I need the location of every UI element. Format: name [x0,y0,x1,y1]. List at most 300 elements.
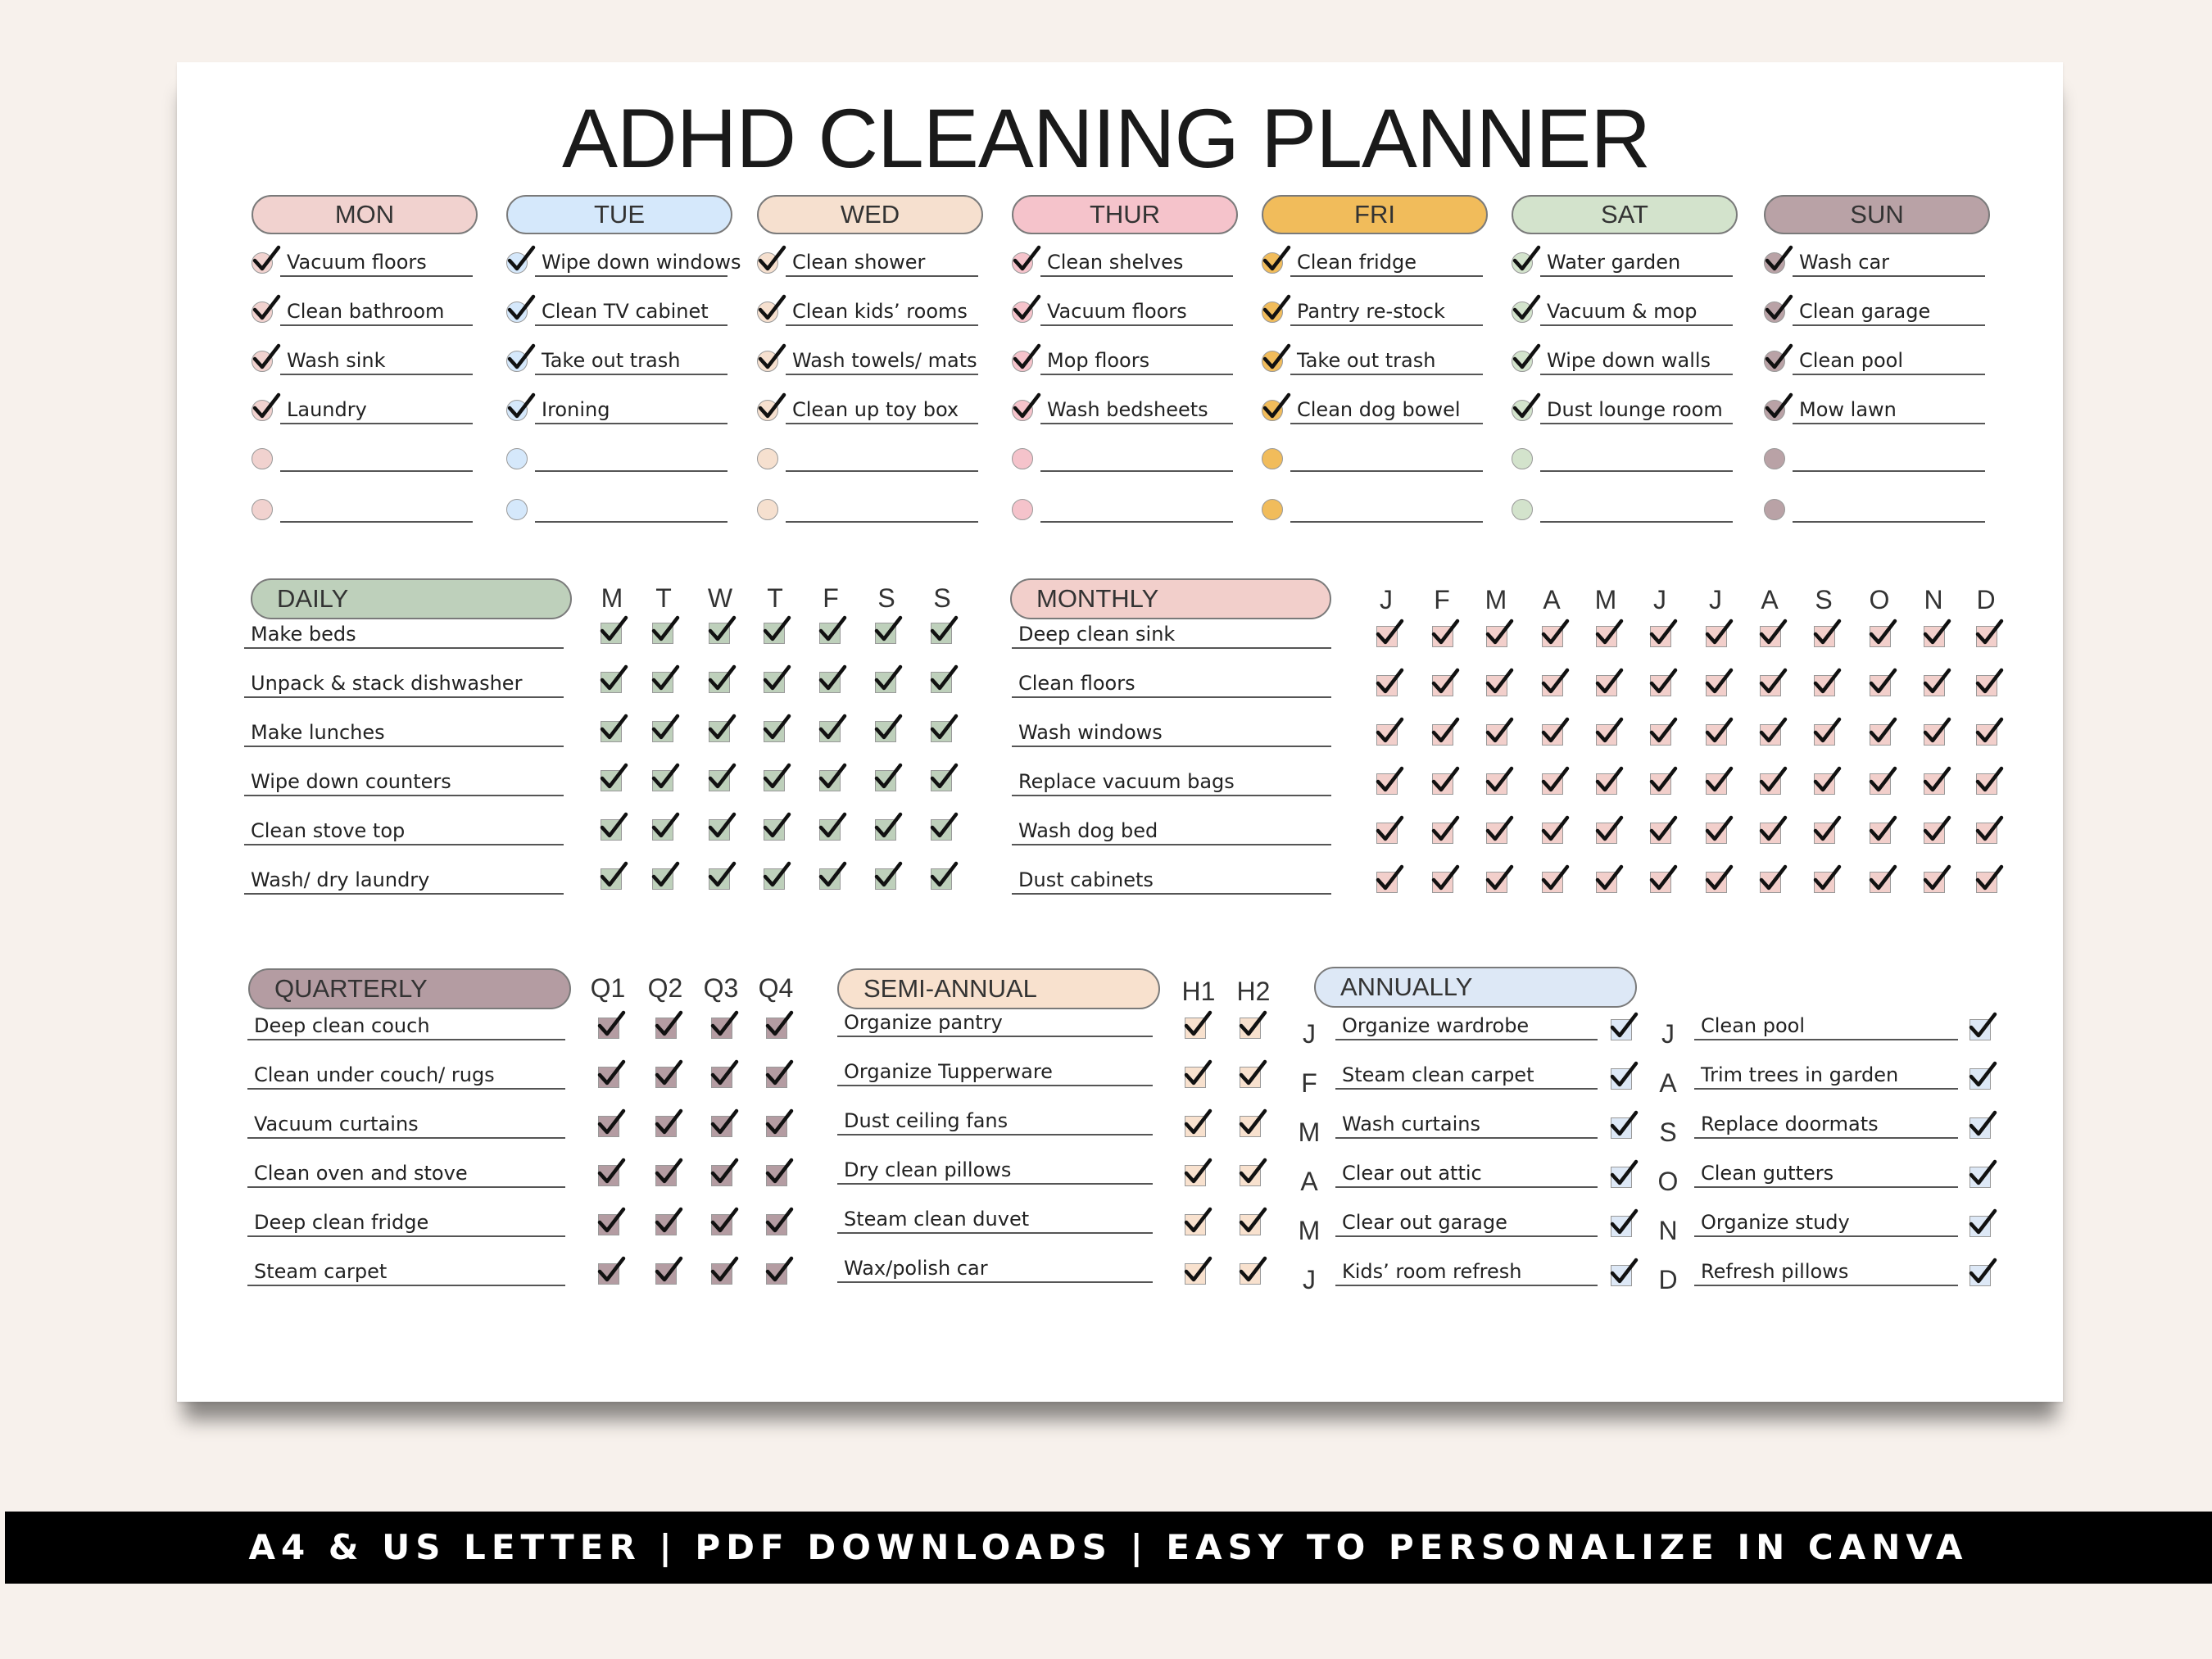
monthly-checkbox[interactable] [1542,675,1563,696]
empty-task-circle[interactable] [1012,499,1033,520]
daily-checkbox[interactable] [652,819,673,841]
task-checkbox[interactable] [757,252,778,274]
weekday-task: Vacuum floors [1047,300,1187,323]
monthly-checkbox[interactable] [1432,626,1453,647]
daily-checkbox[interactable] [709,721,730,742]
weekday-task: Laundry [287,398,367,421]
annual-month-label: D [1658,1265,1678,1294]
daily-checkbox[interactable] [652,770,673,791]
monthly-checkbox[interactable] [1542,626,1563,647]
quarterly-checkbox[interactable] [766,1165,787,1186]
monthly-checkbox[interactable] [1814,872,1835,893]
monthly-checkbox[interactable] [1924,626,1945,647]
monthly-checkbox[interactable] [1596,675,1617,696]
monthly-checkbox[interactable] [1870,773,1891,795]
monthly-col-label: J [1380,585,1393,614]
task-checkbox[interactable] [757,400,778,421]
quarterly-checkbox[interactable] [711,1116,732,1137]
quarterly-checkbox[interactable] [598,1018,619,1039]
daily-task: Wipe down counters [251,770,451,793]
empty-task-circle[interactable] [1012,448,1033,469]
monthly-checkbox[interactable] [1650,626,1671,647]
annual-checkbox[interactable] [1611,1019,1632,1040]
daily-checkbox[interactable] [601,721,622,742]
quarterly-checkbox[interactable] [766,1263,787,1285]
daily-checkbox[interactable] [819,721,841,742]
quarterly-checkbox[interactable] [598,1263,619,1285]
monthly-checkbox[interactable] [1760,823,1781,844]
quarterly-checkbox[interactable] [598,1214,619,1235]
quarterly-checkbox[interactable] [766,1116,787,1137]
task-underline [1540,324,1733,326]
daily-checkbox[interactable] [875,623,896,644]
monthly-checkbox[interactable] [1650,823,1671,844]
task-underline [1694,1186,1958,1188]
daily-checkbox[interactable] [652,721,673,742]
quarterly-task: Clean under couch/ rugs [254,1063,495,1086]
task-underline [247,1235,565,1237]
task-underline [1793,521,1985,523]
monthly-checkbox[interactable] [1706,626,1727,647]
task-checkbox[interactable] [1012,351,1033,372]
monthly-checkbox[interactable] [1760,626,1781,647]
task-checkbox[interactable] [1262,252,1283,274]
monthly-checkbox[interactable] [1542,823,1563,844]
weekday-task: Clean kids’ rooms [792,300,968,323]
quarterly-checkbox[interactable] [766,1067,787,1088]
annual-checkbox[interactable] [1969,1265,1991,1286]
daily-checkbox[interactable] [819,819,841,841]
task-underline [1694,1285,1958,1286]
task-underline [1793,470,1985,472]
quarterly-checkbox[interactable] [598,1116,619,1137]
task-checkbox[interactable] [252,351,273,372]
annual-month-label: N [1658,1216,1678,1245]
monthly-col-label: A [1761,585,1779,614]
empty-task-circle[interactable] [506,499,528,520]
daily-col-label: S [877,583,895,613]
task-underline [1793,423,1985,424]
monthly-checkbox[interactable] [1596,724,1617,746]
monthly-checkbox[interactable] [1650,675,1671,696]
annual-checkbox[interactable] [1969,1068,1991,1090]
daily-col-label: F [823,583,839,613]
monthly-checkbox[interactable] [1376,724,1398,746]
semi-annual-checkbox[interactable] [1240,1018,1261,1039]
task-checkbox[interactable] [1764,400,1785,421]
annual-task: Organize study [1701,1211,1850,1234]
semi-annual-checkbox[interactable] [1185,1165,1206,1186]
task-underline [244,893,564,895]
task-underline [1040,470,1233,472]
task-underline [244,844,564,845]
daily-checkbox[interactable] [601,672,622,693]
empty-task-circle[interactable] [506,448,528,469]
monthly-checkbox[interactable] [1870,724,1891,746]
monthly-checkbox[interactable] [1376,675,1398,696]
monthly-checkbox[interactable] [1924,872,1945,893]
monthly-checkbox[interactable] [1814,773,1835,795]
daily-checkbox[interactable] [601,770,622,791]
task-checkbox[interactable] [757,301,778,323]
daily-checkbox[interactable] [764,623,785,644]
monthly-checkbox[interactable] [1924,823,1945,844]
annual-task: Wash curtains [1342,1113,1481,1135]
task-underline [535,374,728,375]
daily-checkbox[interactable] [819,770,841,791]
monthly-checkbox[interactable] [1650,872,1671,893]
task-underline [280,275,473,277]
monthly-checkbox[interactable] [1760,724,1781,746]
daily-checkbox[interactable] [931,623,952,644]
task-checkbox[interactable] [1012,252,1033,274]
quarterly-checkbox[interactable] [711,1018,732,1039]
monthly-checkbox[interactable] [1924,675,1945,696]
monthly-checkbox[interactable] [1760,872,1781,893]
monthly-checkbox[interactable] [1650,724,1671,746]
task-checkbox[interactable] [506,252,528,274]
daily-checkbox[interactable] [875,672,896,693]
footer-banner: A4 & US LETTER | PDF DOWNLOADS | EASY TO PERSONALIZE IN CANVA [5,1512,2212,1584]
task-underline [280,521,473,523]
task-checkbox[interactable] [1262,351,1283,372]
annual-task: Clean gutters [1701,1162,1834,1185]
quarterly-task: Steam carpet [254,1260,388,1283]
task-underline [1540,423,1733,424]
task-checkbox[interactable] [252,301,273,323]
task-checkbox[interactable] [1512,400,1533,421]
monthly-checkbox[interactable] [1432,724,1453,746]
annual-task: Kids’ room refresh [1342,1260,1522,1283]
monthly-checkbox[interactable] [1924,724,1945,746]
monthly-checkbox[interactable] [1814,823,1835,844]
monthly-checkbox[interactable] [1814,626,1835,647]
daily-checkbox[interactable] [875,819,896,841]
quarterly-checkbox[interactable] [711,1165,732,1186]
annual-month-label: J [1303,1265,1316,1294]
monthly-checkbox[interactable] [1596,823,1617,844]
task-underline [1335,1137,1598,1139]
task-underline [247,1137,565,1139]
annually-header: ANNUALLY [1314,967,1637,1008]
monthly-checkbox[interactable] [1596,773,1617,795]
task-underline [1793,324,1985,326]
task-underline [1012,795,1331,796]
monthly-checkbox[interactable] [1870,823,1891,844]
quarterly-checkbox[interactable] [655,1067,677,1088]
task-underline [786,423,978,424]
monthly-checkbox[interactable] [1814,675,1835,696]
task-underline [786,374,978,375]
monthly-col-label: S [1815,585,1833,614]
quarterly-checkbox[interactable] [766,1214,787,1235]
semi-annual-checkbox[interactable] [1240,1165,1261,1186]
weekday-task: Dust lounge room [1547,398,1723,421]
monthly-checkbox[interactable] [1814,724,1835,746]
monthly-checkbox[interactable] [1542,773,1563,795]
empty-task-circle[interactable] [1262,448,1283,469]
annual-task: Clean pool [1701,1014,1806,1037]
annual-checkbox[interactable] [1969,1167,1991,1188]
annual-task: Replace doormats [1701,1113,1879,1135]
monthly-checkbox[interactable] [1432,872,1453,893]
task-checkbox[interactable] [1262,400,1283,421]
daily-checkbox[interactable] [875,868,896,890]
task-underline [1694,1235,1958,1237]
task-checkbox[interactable] [1012,301,1033,323]
weekday-task: Water garden [1547,251,1681,274]
daily-checkbox[interactable] [652,868,673,890]
daily-checkbox[interactable] [931,868,952,890]
daily-checkbox[interactable] [652,623,673,644]
monthly-checkbox[interactable] [1486,724,1507,746]
semi-annual-checkbox[interactable] [1240,1067,1261,1088]
task-underline [1040,374,1233,375]
weekday-task: Mop floors [1047,349,1150,372]
annual-checkbox[interactable] [1611,1117,1632,1139]
monthly-checkbox[interactable] [1760,773,1781,795]
task-underline [1335,1039,1598,1040]
daily-checkbox[interactable] [709,868,730,890]
annual-task: Refresh pillows [1701,1260,1849,1283]
monthly-checkbox[interactable] [1870,675,1891,696]
daily-checkbox[interactable] [601,868,622,890]
monthly-checkbox[interactable] [1542,872,1563,893]
monthly-checkbox[interactable] [1486,823,1507,844]
monthly-checkbox[interactable] [1432,675,1453,696]
daily-checkbox[interactable] [764,721,785,742]
daily-task: Wash/ dry laundry [251,868,430,891]
daily-task: Make lunches [251,721,385,744]
semi-annual-checkbox[interactable] [1185,1116,1206,1137]
monthly-checkbox[interactable] [1486,773,1507,795]
task-underline [1012,844,1331,845]
monthly-checkbox[interactable] [1432,773,1453,795]
task-underline [786,324,978,326]
monthly-checkbox[interactable] [1976,626,1997,647]
monthly-checkbox[interactable] [1706,773,1727,795]
semi-annual-checkbox[interactable] [1185,1263,1206,1285]
daily-checkbox[interactable] [875,721,896,742]
quarterly-checkbox[interactable] [598,1067,619,1088]
semi-annual-checkbox[interactable] [1185,1214,1206,1235]
monthly-checkbox[interactable] [1706,675,1727,696]
monthly-checkbox[interactable] [1924,773,1945,795]
monthly-checkbox[interactable] [1870,626,1891,647]
task-checkbox[interactable] [1764,351,1785,372]
quarterly-checkbox[interactable] [655,1018,677,1039]
weekday-task: Ironing [542,398,610,421]
annual-checkbox[interactable] [1969,1019,1991,1040]
daily-checkbox[interactable] [709,819,730,841]
task-underline [837,1232,1153,1234]
task-checkbox[interactable] [506,301,528,323]
task-underline [786,275,978,277]
daily-checkbox[interactable] [819,868,841,890]
daily-checkbox[interactable] [601,819,622,841]
monthly-checkbox[interactable] [1976,724,1997,746]
monthly-checkbox[interactable] [1976,675,1997,696]
daily-checkbox[interactable] [819,623,841,644]
monthly-checkbox[interactable] [1376,773,1398,795]
quarterly-checkbox[interactable] [711,1067,732,1088]
semi-annual-checkbox[interactable] [1240,1214,1261,1235]
daily-checkbox[interactable] [764,770,785,791]
monthly-col-label: F [1434,585,1450,614]
task-checkbox[interactable] [252,252,273,274]
semi-annual-checkbox[interactable] [1185,1067,1206,1088]
daily-checkbox[interactable] [764,672,785,693]
task-underline [247,1285,565,1286]
empty-task-circle[interactable] [252,448,273,469]
daily-checkbox[interactable] [652,672,673,693]
empty-task-circle[interactable] [1764,499,1785,520]
daily-checkbox[interactable] [764,819,785,841]
monthly-task: Dust cabinets [1018,868,1154,891]
annual-checkbox[interactable] [1611,1216,1632,1237]
monthly-checkbox[interactable] [1486,675,1507,696]
task-checkbox[interactable] [1764,301,1785,323]
task-underline [786,521,978,523]
weekday-task: Wipe down walls [1547,349,1711,372]
monthly-col-label: N [1924,585,1943,614]
empty-task-circle[interactable] [1512,499,1533,520]
task-underline [1290,275,1483,277]
weekday-task: Take out trash [1297,349,1436,372]
semi-annual-task: Steam clean duvet [844,1208,1030,1231]
weekday-task: Wash towels/ mats [792,349,977,372]
monthly-col-label: A [1543,585,1561,614]
annual-checkbox[interactable] [1611,1167,1632,1188]
task-underline [1694,1137,1958,1139]
semi-annual-checkbox[interactable] [1240,1263,1261,1285]
semi-annual-checkbox[interactable] [1185,1018,1206,1039]
task-checkbox[interactable] [1012,400,1033,421]
monthly-checkbox[interactable] [1706,823,1727,844]
empty-task-circle[interactable] [1512,448,1533,469]
monthly-checkbox[interactable] [1870,872,1891,893]
weekday-task: Vacuum & mop [1547,300,1698,323]
task-underline [1540,374,1733,375]
task-checkbox[interactable] [506,400,528,421]
monthly-checkbox[interactable] [1376,823,1398,844]
annual-month-label: A [1300,1167,1318,1196]
monthly-checkbox[interactable] [1432,823,1453,844]
task-underline [1694,1039,1958,1040]
weekday-task: Clean dog bowel [1297,398,1461,421]
empty-task-circle[interactable] [252,499,273,520]
annual-checkbox[interactable] [1611,1265,1632,1286]
quarterly-checkbox[interactable] [766,1018,787,1039]
semi-annual-checkbox[interactable] [1240,1116,1261,1137]
annual-task: Organize wardrobe [1342,1014,1530,1037]
task-underline [535,275,728,277]
monthly-checkbox[interactable] [1486,872,1507,893]
task-underline [535,521,728,523]
monthly-checkbox[interactable] [1376,872,1398,893]
task-checkbox[interactable] [506,351,528,372]
day-header-fri: FRI [1262,195,1488,234]
daily-checkbox[interactable] [819,672,841,693]
daily-checkbox[interactable] [709,672,730,693]
monthly-checkbox[interactable] [1596,872,1617,893]
daily-checkbox[interactable] [709,770,730,791]
monthly-task: Clean floors [1018,672,1135,695]
annual-checkbox[interactable] [1611,1068,1632,1090]
annual-task: Clear out garage [1342,1211,1507,1234]
quarterly-checkbox[interactable] [711,1263,732,1285]
annual-checkbox[interactable] [1969,1216,1991,1237]
semi-annual-task: Dust ceiling fans [844,1109,1009,1132]
quarterly-checkbox[interactable] [598,1165,619,1186]
quarterly-checkbox[interactable] [655,1263,677,1285]
daily-checkbox[interactable] [709,623,730,644]
annual-month-label: F [1301,1068,1317,1098]
monthly-checkbox[interactable] [1976,872,1997,893]
monthly-checkbox[interactable] [1976,773,1997,795]
monthly-checkbox[interactable] [1542,724,1563,746]
task-underline [837,1134,1153,1135]
daily-checkbox[interactable] [931,672,952,693]
monthly-checkbox[interactable] [1706,872,1727,893]
task-underline [1290,374,1483,375]
daily-checkbox[interactable] [931,819,952,841]
task-checkbox[interactable] [252,400,273,421]
monthly-checkbox[interactable] [1760,675,1781,696]
monthly-checkbox[interactable] [1596,626,1617,647]
semi-annual-col-label: H1 [1181,977,1216,1006]
quarterly-checkbox[interactable] [655,1214,677,1235]
daily-checkbox[interactable] [875,770,896,791]
task-underline [1012,893,1331,895]
quarterly-task: Clean oven and stove [254,1162,468,1185]
quarterly-checkbox[interactable] [711,1214,732,1235]
empty-task-circle[interactable] [757,499,778,520]
monthly-checkbox[interactable] [1706,724,1727,746]
monthly-checkbox[interactable] [1376,626,1398,647]
quarterly-checkbox[interactable] [655,1116,677,1137]
annual-checkbox[interactable] [1969,1117,1991,1139]
weekday-task: Clean shelves [1047,251,1184,274]
daily-col-label: T [767,583,783,613]
task-underline [1540,275,1733,277]
weekday-task: Wash sink [287,349,386,372]
semi-annual-task: Organize pantry [844,1011,1003,1034]
monthly-task: Deep clean sink [1018,623,1176,646]
empty-task-circle[interactable] [757,448,778,469]
quarterly-checkbox[interactable] [655,1165,677,1186]
monthly-checkbox[interactable] [1976,823,1997,844]
task-checkbox[interactable] [757,351,778,372]
monthly-checkbox[interactable] [1486,626,1507,647]
daily-checkbox[interactable] [601,623,622,644]
task-checkbox[interactable] [1512,301,1533,323]
monthly-col-label: M [1484,585,1507,614]
empty-task-circle[interactable] [1262,499,1283,520]
empty-task-circle[interactable] [1764,448,1785,469]
daily-checkbox[interactable] [931,721,952,742]
daily-checkbox[interactable] [764,868,785,890]
task-checkbox[interactable] [1764,252,1785,274]
weekday-task: Clean TV cabinet [542,300,709,323]
task-underline [1335,1285,1598,1286]
task-checkbox[interactable] [1512,351,1533,372]
daily-checkbox[interactable] [931,770,952,791]
monthly-checkbox[interactable] [1650,773,1671,795]
task-checkbox[interactable] [1512,252,1533,274]
task-checkbox[interactable] [1262,301,1283,323]
task-underline [837,1085,1153,1086]
